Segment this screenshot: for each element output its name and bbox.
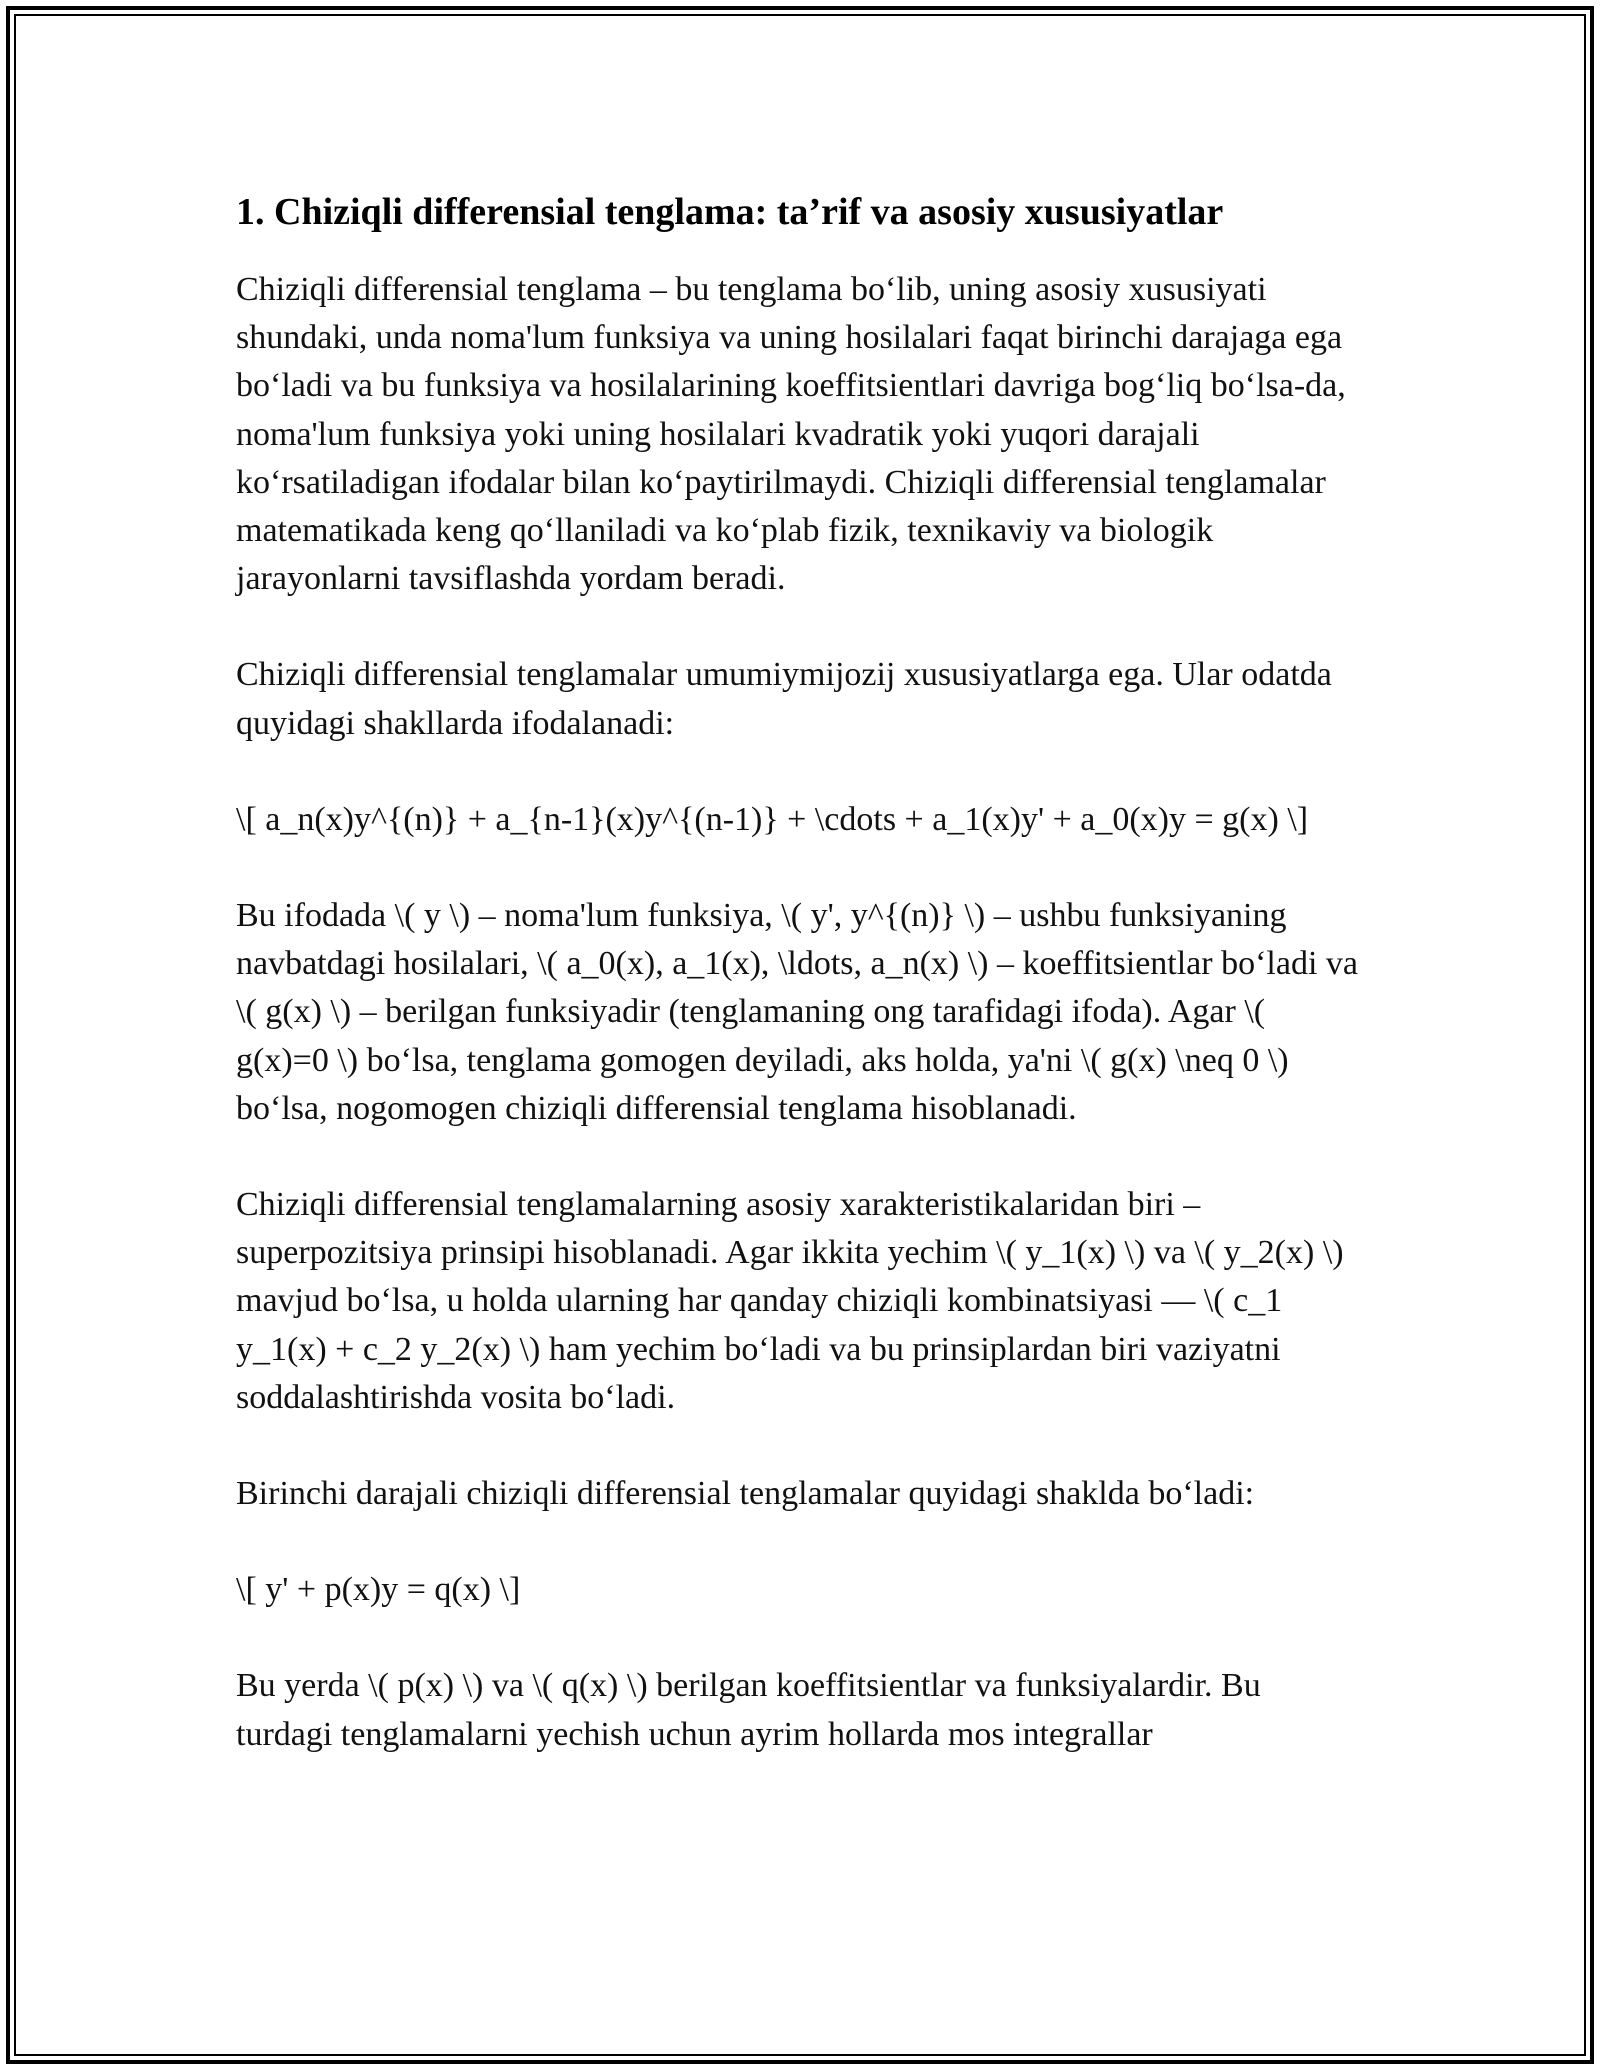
paragraph-definition: Chiziqli differensial tenglama – bu tenglama bo‘lib, uning asosiy xususiyati shundaki, unda noma'lum funksiya va uning hosilalari faqat birinchi darajaga ega bo‘ladi va bu funksiya va hosilalarining koeffitsientlari davriga bog‘liq bo‘lsa-da, noma'lum funksiya yoki uning hosilalari kvadratik yoki yuqori darajali ko‘rsatiladigan ifodalar bilan ko‘paytirilmaydi. Chiziqli differensial tenglamalar matematikada keng qo‘llaniladi va ko‘plab fizik, texnikaviy va biologik jarayonlarni tavsiflashda yordam beradi. bbox=[236, 271, 1346, 598]
paragraph-general-form-intro: Chiziqli differensial tenglamalar umumiymijozij xususiyatlarga ega. Ular odatda quyidagi shakllarda ifodalanadi: bbox=[236, 656, 1332, 742]
paragraph-superposition: Chiziqli differensial tenglamalarning asosiy xarakteristikalaridan biri – superpozitsiya prinsipi hisoblanadi. Agar ikkita yechim \( y_1(x) \) va \( y_2(x) \) mavjud bo‘lsa, u holda ularning har qanday chiziqli kombinatsiyasi — \( c_1 y_1(x) + c_2 y_2(x) \) ham yechim bo‘ladi va bu prinsiplardan biri vaziyatni soddalashtirishda vosita bo‘ladi. bbox=[236, 1186, 1344, 1416]
paragraph-terms-explanation: Bu ifodada \( y \) – noma'lum funksiya, \( y', y^{(n)} \) – ushbu funksiyaning navbatdagi hosilalari, \( a_0(x), a_1(x), \ldots, a_n(x) \) – koeffitsientlar bo‘ladi va \( g(x) \) – berilgan funksiyadir (tenglamaning ong tarafidagi ifoda). Agar \( g(x)=0 \) bo‘lsa, tenglama gomogen deyiladi, aks holda, ya'ni \( g(x) \neq 0 \) bo‘lsa, nogomogen chiziqli differensial tenglama hisoblanadi. bbox=[236, 897, 1358, 1127]
document-body bbox=[236, 186, 1364, 1807]
equation-first-order: \[ y' + p(x)y = q(x) \] bbox=[236, 1571, 521, 1609]
section-heading: 1. Chiziqli differensial tenglama: ta’rif va asosiy xususiyatlar bbox=[236, 191, 1224, 233]
paragraph-coefficients: Bu yerda \( p(x) \) va \( q(x) \) berilgan koeffitsientlar va funksiyalardir. Bu turdagi tenglamalarni yechish uchun ayrim hollarda mos integrallar bbox=[236, 1667, 1261, 1753]
equation-general: \[ a_n(x)y^{(n)} + a_{n-1}(x)y^{(n-1)} + \cdots + a_1(x)y' + a_0(x)y = g(x) \] bbox=[236, 800, 1309, 838]
paragraph-first-order-intro: Birinchi darajali chiziqli differensial tenglamalar quyidagi shaklda bo‘ladi: bbox=[236, 1475, 1255, 1513]
